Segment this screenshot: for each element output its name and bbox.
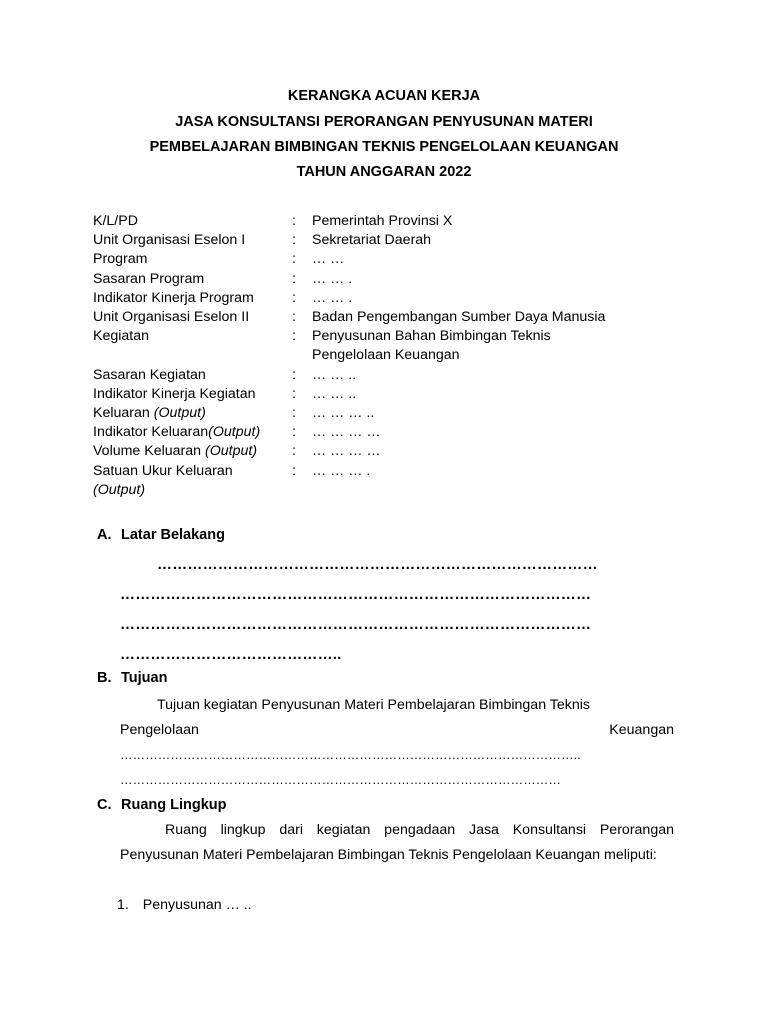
- section-b-line-2: [120, 718, 674, 743]
- meta-value: Sekretariat Daerah: [312, 232, 432, 249]
- meta-colon: :: [292, 328, 296, 345]
- section-b-dots-1: ………………………………………………………………………………………………..: [120, 748, 581, 762]
- meta-label: [93, 308, 292, 327]
- meta-table: [93, 212, 693, 500]
- meta-colon: :: [292, 270, 296, 287]
- meta-label-italic: (Output): [153, 405, 206, 422]
- meta-value: … … ..: [312, 385, 357, 402]
- meta-row: [93, 462, 693, 500]
- meta-row: [93, 423, 693, 442]
- meta-label: [93, 404, 292, 423]
- meta-value: … … … …: [312, 443, 381, 460]
- meta-value: Badan Pengembangan Sumber Daya Manusia: [312, 309, 606, 326]
- meta-colon: :: [292, 232, 296, 249]
- section-b-letter: B.: [97, 670, 112, 686]
- meta-colon: :: [292, 424, 296, 441]
- meta-row: [93, 289, 693, 308]
- meta-label-text: Volume Keluaran: [93, 443, 205, 460]
- meta-row: [93, 308, 693, 327]
- section-a-letter: A.: [97, 527, 112, 543]
- meta-row: [93, 385, 693, 404]
- section-c-list-number: 1.: [117, 897, 129, 913]
- doc-title-line-3: PEMBELAJARAN BIMBINGAN TEKNIS PENGELOLAAN KEUANGAN: [149, 139, 619, 155]
- meta-value: … … … …: [312, 424, 381, 441]
- meta-row: [93, 442, 693, 461]
- section-a-dots-3: …………………………………………………………………………………: [120, 616, 592, 633]
- meta-colon: :: [292, 385, 296, 402]
- meta-label: [93, 366, 292, 385]
- meta-value: Pemerintah Provinsi X: [312, 213, 453, 229]
- section-c-list-text: Penyusunan … ..: [142, 897, 252, 913]
- meta-label-text: Program: [93, 251, 148, 268]
- meta-row: [93, 404, 693, 423]
- meta-label-italic: (Output): [208, 424, 261, 441]
- meta-colon: :: [292, 289, 296, 306]
- section-b-line-1: Tujuan kegiatan Penyusunan Materi Pembelajaran Bimbingan Teknis: [157, 697, 590, 713]
- meta-colon: :: [292, 366, 296, 383]
- meta-label-text: Keluaran: [93, 405, 150, 422]
- section-b-body: [120, 693, 674, 793]
- meta-row: [93, 212, 693, 231]
- meta-label-text: Unit Organisasi Eselon I: [93, 232, 246, 249]
- meta-value: … … … .: [312, 462, 371, 479]
- meta-colon: :: [292, 443, 296, 460]
- meta-label: [93, 270, 292, 289]
- section-b-title: Tujuan: [121, 670, 168, 686]
- meta-label: [93, 231, 292, 250]
- section-a-title: Latar Belakang: [121, 527, 225, 543]
- meta-colon: :: [292, 251, 296, 268]
- meta-colon: :: [292, 309, 296, 326]
- meta-value: … … ..: [312, 366, 357, 383]
- meta-label: [93, 462, 292, 500]
- meta-label-text: Sasaran Program: [93, 270, 205, 287]
- meta-label-text: Sasaran Kegiatan: [93, 366, 206, 383]
- meta-colon: :: [292, 213, 296, 229]
- meta-label-text: K/L/PD: [93, 213, 138, 229]
- section-c-letter: C.: [97, 797, 112, 813]
- section-b-line-2-right: Keuangan: [609, 722, 674, 738]
- section-c-list-item: [117, 895, 252, 915]
- meta-label: [93, 423, 292, 442]
- meta-row: [93, 231, 693, 250]
- doc-title-line-4: TAHUN ANGGARAN 2022: [296, 164, 472, 180]
- meta-label: [93, 212, 292, 231]
- section-b-heading: [97, 669, 167, 687]
- meta-label-text: Indikator Kinerja Kegiatan: [93, 385, 256, 402]
- meta-value: … …: [312, 251, 345, 268]
- section-a-dots-2: …………………………………………………………………………………: [120, 586, 592, 603]
- section-a-dots-4: ……………………………………..: [120, 646, 342, 663]
- meta-label-text: Satuan Ukur Keluaran: [93, 462, 233, 479]
- section-b-dots-2: ……………………………………………………………………………………………: [120, 773, 561, 787]
- meta-label: [93, 327, 292, 365]
- meta-label: [93, 385, 292, 404]
- section-c-text: Ruang lingkup dari kegiatan pengadaan Jasa Konsultansi Perorangan Penyusunan Materi Pembelajaran Bimbingan Teknis Pengelolaan Keuangan meliputi:: [120, 822, 674, 863]
- meta-label-italic: (Output): [205, 443, 258, 460]
- meta-label-text: Unit Organisasi Eselon II: [93, 309, 250, 326]
- meta-label-text: Indikator Kinerja Program: [93, 289, 254, 306]
- meta-value: … … .: [312, 289, 353, 306]
- meta-value: Penyusunan Bahan Bimbingan Teknis Pengelolaan Keuangan: [312, 328, 551, 364]
- meta-colon: :: [292, 405, 296, 422]
- doc-title-line-1: KERANGKA ACUAN KERJA: [287, 88, 481, 104]
- meta-row: [93, 250, 693, 269]
- section-b-line-2-left: Pengelolaan: [120, 722, 199, 738]
- meta-value: … … … ..: [312, 405, 375, 422]
- meta-value: … … .: [312, 270, 353, 287]
- meta-row: [93, 270, 693, 289]
- meta-label: [93, 289, 292, 308]
- meta-row: [93, 366, 693, 385]
- section-a-heading: [97, 526, 225, 544]
- meta-label-text: Kegiatan: [93, 328, 150, 345]
- meta-label-text: Indikator Keluaran: [93, 424, 209, 441]
- section-a-dots-1: ……………………………………………………………………………: [157, 556, 598, 573]
- meta-colon: :: [292, 462, 296, 479]
- meta-label-italic: (Output): [93, 481, 146, 498]
- meta-label: [93, 250, 292, 269]
- meta-row: [93, 327, 693, 365]
- section-c-heading: [97, 796, 227, 814]
- doc-title-line-2: JASA KONSULTANSI PERORANGAN PENYUSUNAN MATERI: [175, 114, 593, 130]
- meta-label: [93, 442, 292, 461]
- section-c-body: [120, 818, 674, 868]
- section-c-title: Ruang Lingkup: [121, 797, 227, 813]
